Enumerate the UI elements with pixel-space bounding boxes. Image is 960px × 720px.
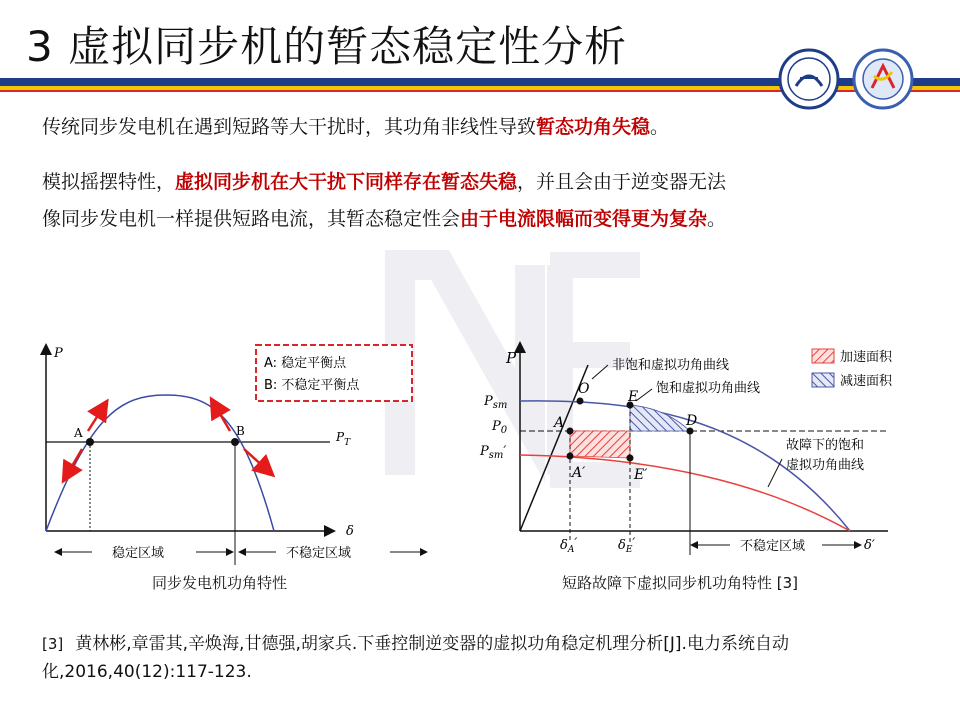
- left-legend-a: A: 稳定平衡点: [264, 356, 347, 371]
- body-line-2: [42, 165, 726, 199]
- right-legend-accel: 加速面积: [840, 350, 893, 365]
- right-label-a2: A′: [572, 465, 586, 481]
- right-point-a2: [567, 453, 574, 460]
- body-line-1: [42, 110, 669, 144]
- right-legend-decel-swatch: [812, 373, 834, 387]
- figure-right-vsg-power-angle: [468, 335, 938, 570]
- slide-title: 3 虚拟同步机的暂态稳定性分析: [26, 22, 628, 71]
- right-tick-da: $\delta_A'$: [560, 536, 578, 555]
- body-line-3: [42, 202, 726, 236]
- right-p0-label: $P_0$: [492, 419, 508, 436]
- left-pt-label: $P_T$: [336, 430, 351, 448]
- zju-logo-icon: [778, 48, 840, 110]
- left-arrow-a-down: [68, 449, 82, 473]
- line2-plain-a: 模拟摇摆特性，: [42, 171, 176, 193]
- line3-end: 。: [707, 208, 727, 230]
- line2-emphasis: 虚拟同步机在大干扰下同样存在暂态失稳: [175, 171, 518, 193]
- left-arrow-b-up: [216, 407, 230, 431]
- left-arrow-a-up: [88, 409, 102, 431]
- right-nonsat-leader: [592, 365, 608, 379]
- left-figure-caption: 同步发电机功角特性: [152, 574, 288, 592]
- left-power-curve: [46, 395, 274, 531]
- left-y-label: P: [54, 346, 63, 361]
- left-point-b: [231, 438, 239, 446]
- left-x-label: δ: [346, 524, 354, 539]
- right-region-unstable: 不稳定区域: [740, 539, 806, 554]
- line1-emphasis: 暂态功角失稳: [536, 116, 651, 138]
- reference-text: 黄林彬,章雷其,辛焕海,甘德强,胡家兵.下垂控制逆变器的虚拟功角稳定机理分析[J].电力系统自动化,2016,40(12):117-123.: [42, 634, 789, 682]
- right-y-label: P: [506, 349, 517, 367]
- right-label-a: A: [554, 415, 565, 431]
- right-accel-area: [570, 431, 630, 458]
- right-curve-sat: 饱和虚拟功角曲线: [656, 381, 761, 396]
- left-legend-b: B: 不稳定平衡点: [264, 378, 360, 393]
- right-tick-end: δ′: [864, 538, 875, 553]
- right-point-a: [567, 428, 574, 435]
- right-psm-label: $P_{sm}$: [484, 394, 508, 411]
- right-curve-fault-2: 虚拟功角曲线: [786, 458, 865, 473]
- right-label-e: E: [628, 389, 639, 405]
- right-legend-decel: 减速面积: [840, 374, 893, 389]
- right-tick-de: $\delta_E'$: [618, 536, 636, 555]
- figure-left-power-angle: [30, 335, 450, 570]
- right-legend-accel-swatch: [812, 349, 834, 363]
- left-region-unstable: 不稳定区域: [286, 546, 352, 561]
- right-point-e2: [627, 455, 634, 462]
- right-label-o: O: [578, 381, 590, 397]
- line3-plain: 像同步发电机一样提供短路电流，其暂态稳定性会: [42, 208, 461, 230]
- left-point-b-label: B: [236, 424, 245, 438]
- right-psm2-label: $P_{sm}'$: [480, 444, 507, 461]
- left-point-a-label: A: [74, 426, 83, 440]
- right-curve-nonsat: 非饱和虚拟功角曲线: [612, 358, 730, 373]
- institute-logo-icon: [852, 48, 914, 110]
- right-sat-leader: [636, 389, 652, 401]
- left-region-stable: 稳定区域: [112, 546, 165, 561]
- right-point-o: [577, 398, 584, 405]
- left-arrow-b-down: [244, 449, 266, 469]
- reference-number: [3]: [42, 635, 64, 653]
- line2-plain-b: ，并且会由于逆变器无法: [517, 171, 727, 193]
- right-fault-leader: [768, 459, 782, 487]
- reference-citation: [42, 630, 932, 686]
- line3-emphasis: 由于电流限幅而变得更为复杂: [460, 208, 708, 230]
- right-figure-caption: 短路故障下虚拟同步机功角特性 [3]: [562, 574, 799, 592]
- line1-end: 。: [650, 116, 670, 138]
- left-point-a: [86, 438, 94, 446]
- right-label-e2: E′: [634, 467, 648, 483]
- line1-plain: 传统同步发电机在遇到短路等大干扰时，其功角非线性导致: [42, 116, 537, 138]
- right-label-d: D: [686, 413, 698, 429]
- right-curve-fault-1: 故障下的饱和: [786, 438, 865, 453]
